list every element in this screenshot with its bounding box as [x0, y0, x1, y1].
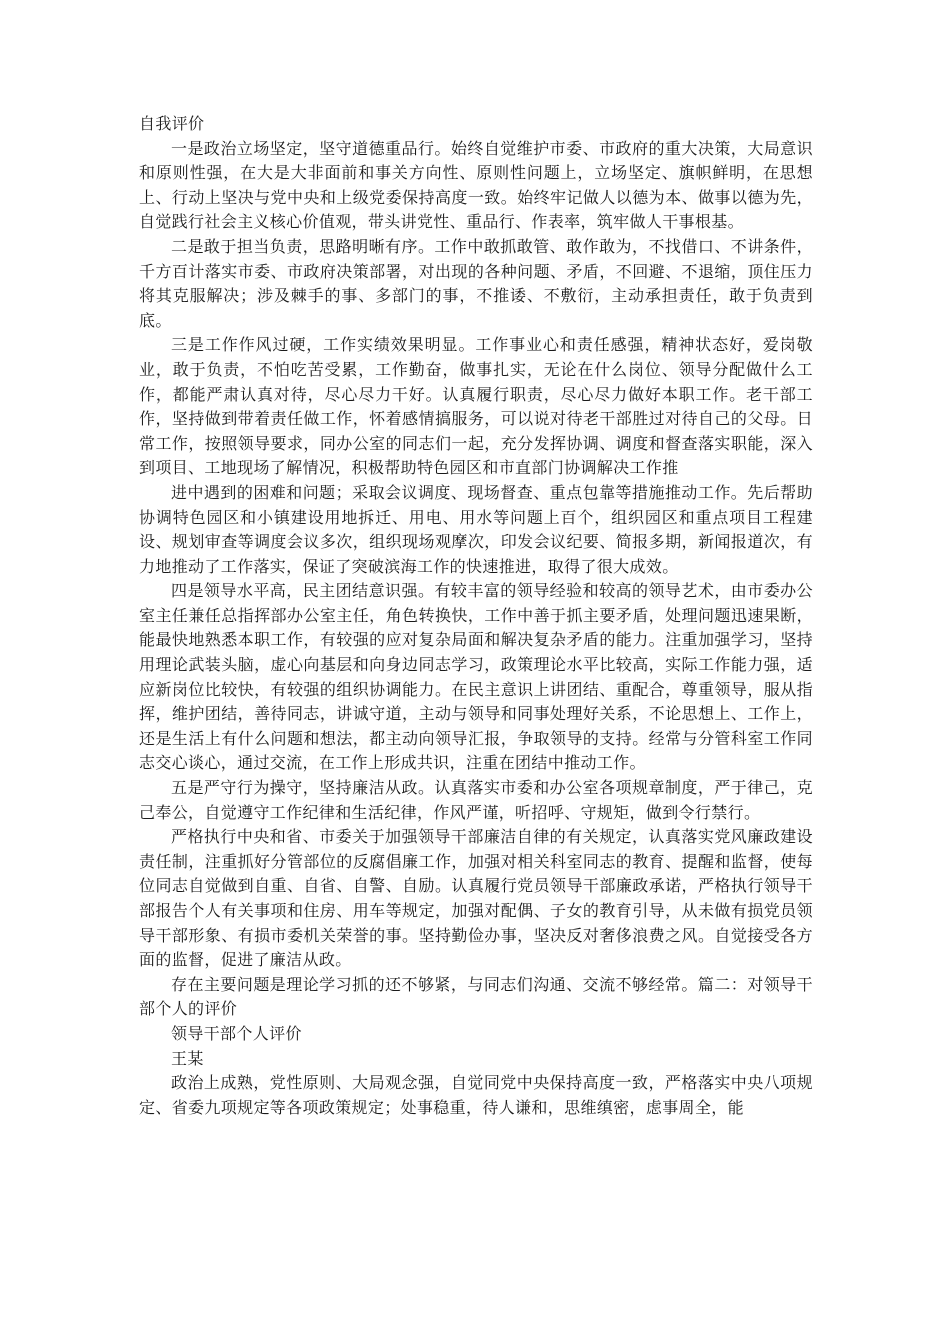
- person-name: 王某: [171, 1048, 204, 1068]
- paragraph-leadership: 四是领导水平高，民主团结意识强。有较丰富的领导经验和较高的领导艺术，由市委办公室主任兼任总指挥部办公室主任，角色转换快，工作中善于抓主要矛盾，处理问题迅速果断，能最快地熟悉本职工作，有较强的应对复杂局面和解决复杂矛盾的能力。注重加强学习，坚持用理论武装头脑，虚心向基层和向身边同志学习，政策理论水平比较高，实际工作能力强，适应新岗位比较快，有较强的组织协调能力。在民主意识上讲团结、重配合，尊重领导，服从指挥，维护团结，善待同志，讲诚守道，主动与领导和同事处理好关系，不论思想上、工作上，还是生活上有什么问题和想法，都主动向领导汇报，争取领导的支持。经常与分管科室工作同志交心谈心，通过交流，在工作上形成共识，注重在团结中推动工作。: [139, 581, 813, 773]
- paragraph-problems: 存在主要问题是理论学习抓的还不够紧，与同志们沟通、交流不够经常。篇二：对领导干部个人的评价: [139, 974, 813, 1019]
- paragraph-responsibility: 二是敢于担当负责，思路明晰有序。工作中敢抓敢管、敢作敢为，不找借口、不讲条件，千方百计落实市委、市政府决策部署，对出现的各种问题、矛盾，不回避、不退缩，顶住压力将其克服解决；涉及棘手的事、多部门的事，不推诿、不敷衍，主动承担责任，敢于负责到底。: [139, 236, 813, 330]
- paragraph-integrity: 五是严守行为操守，坚持廉洁从政。认真落实市委和办公室各项规章制度，严于律己，克己奉公，自觉遵守工作纪律和生活纪律，作风严谨，听招呼、守规矩，做到令行禁行。: [139, 778, 813, 822]
- paragraph-work-continued: 进中遇到的困难和问题；采取会议调度、现场督查、重点包靠等措施推动工作。先后帮助协调特色园区和小镇建设用地拆迁、用电、用水等问题上百个，组织园区和重点项目工程建设、规划审查等调度会议多次，组织现场观摩次，印发会议纪要、简报多期，新闻报道次，有力地推动了工作落实，保证了突破滨海工作的快速推进，取得了很大成效。: [139, 482, 813, 576]
- paragraph-political-stance: 一是政治立场坚定，坚守道德重品行。始终自觉维护市委、市政府的重大决策，大局意识和原则性强，在大是大非面前和事关方向性、原则性问题上，立场坚定、旗帜鲜明，在思想上、行动上坚决与党中央和上级党委保持高度一致。始终牢记做人以德为本、做事以德为先，自觉践行社会主义核心价值观，带头讲党性、重品行、作表率，筑牢做人干事根基。: [139, 138, 813, 232]
- document-title: 自我评价: [139, 114, 205, 133]
- paragraph-evaluation: 政治上成熟，党性原则、大局观念强，自觉同党中央保持高度一致，严格落实中央八项规定、省委九项规定等各项政策规定；处事稳重，待人谦和，思维缜密，虑事周全，能: [139, 1073, 813, 1117]
- document-body: [139, 112, 813, 1120]
- paragraph-work-style: 三是工作作风过硬，工作实绩效果明显。工作事业心和责任感强，精神状态好，爱岗敬业，敢于负责，不怕吃苦受累，工作勤奋，做事扎实，无论在什么岗位、领导分配做什么工作，都能严肃认真对待，尽心尽力干好。认真履行职责，尽心尽力做好本职工作。老干部工作，坚持做到带着责任做工作，怀着感情搞服务，可以说对待老干部胜过对待自己的父母。日常工作，按照领导要求，同办公室的同志们一起，充分发挥协调、调度和督查落实职能，深入到项目、工地现场了解情况，积极帮助特色园区和市直部门协调解决工作推: [139, 335, 813, 478]
- section-heading: 领导干部个人评价: [171, 1023, 302, 1043]
- paragraph-clean-governance: 严格执行中央和省、市委关于加强领导干部廉洁自律的有关规定，认真落实党风廉政建设责任制，注重抓好分管部位的反腐倡廉工作，加强对相关科室同志的教育、提醒和监督，使每位同志自觉做到自重、自省、自警、自励。认真履行党员领导干部廉政承诺，严格执行领导干部报告个人有关事项和住房、用车等规定，加强对配偶、子女的教育引导，从未做有损党员领导干部形象、有损市委机关荣誉的事。坚持勤俭办事，坚决反对奢侈浪费之风。自觉接受各方面的监督，促进了廉洁从政。: [139, 827, 813, 970]
